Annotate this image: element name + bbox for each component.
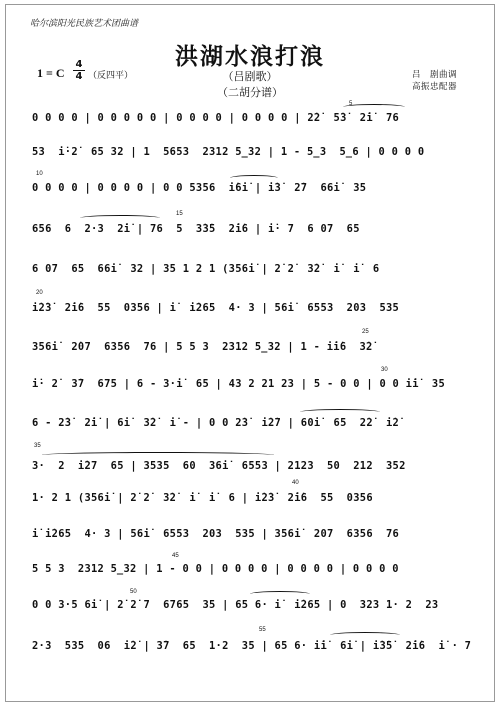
slur-arc [250, 591, 310, 597]
notation-row: 3· 2 i̇27 65 | 3535 60 36i̇ 6553 | 2123 50 212 352 [32, 460, 406, 472]
slur-arc [42, 452, 274, 458]
slur-arc [230, 175, 278, 181]
slur-arc [80, 215, 160, 221]
notation-row: 6 07 65 66i̇ 32 | 35 1 2 1 (356i̇ | 2̇ 2̇ 3̇2̇ i̇ i̇ 6 [32, 263, 380, 275]
measure-number: 20 [36, 290, 43, 296]
measure-number: 30 [381, 367, 388, 373]
time-signature-top: 4 [75, 59, 83, 70]
notation-row: 5 5 3 2312 5̲32 | 1 - 0 0 | 0 0 0 0 | 0 0 0 0 | 0 0 0 0 [32, 563, 399, 575]
key-signature: 1 = C [37, 66, 65, 80]
measure-number: 40 [292, 480, 299, 486]
notation-row: 1· 2 1 (356i̇ | 2̇ 2̇ 3̇2̇ i̇ i̇ 6 | i̇2̇3̇ 2̇i̇6 55 0356 [32, 492, 373, 504]
notation-row: 0 0 0 0 | 0 0 0 0 0 | 0 0 0 0 | 0 0 0 0 | 2̇2̇ 5̇3̇ 2̇i̇ 76 [32, 112, 400, 124]
measure-number: 45 [172, 553, 179, 559]
part-label: （二胡分谱） [217, 86, 283, 99]
opera-style-label: （吕剧歌） [222, 70, 278, 83]
measure-number: 10 [36, 171, 43, 177]
slur-arc [300, 409, 380, 415]
notation-row: 53 i̇·2̇ 65 32 | 1 5653 2312 5̲32 | 1 - 5̲3 5̲6 | 0 0 0 0 [32, 146, 425, 158]
measure-number: 50 [130, 589, 137, 595]
tuning-mode: （反四平） [88, 71, 134, 81]
measure-number: 55 [259, 627, 266, 633]
composer-credit: 吕 剧曲调 [412, 70, 458, 80]
notation-row: 0 0 3·5 6i̇ | 2̇ 2̇ 7 6765 35 | 65 6· i̇ i̇265 | 0 323 1· 2 23 [32, 599, 439, 611]
time-signature-bottom: 4 [75, 71, 83, 82]
publisher-label: 哈尔滨阳光民族艺术团曲谱 [30, 19, 139, 29]
measure-number: 25 [362, 329, 369, 335]
notation-row: i̇· 2̇ 3̇7 675 | 6 - 3·i̇ 65 | 43 2 21 23 | 5 - 0 0 | 0 0 i̇i̇ 35 [32, 378, 446, 390]
notation-row: i̇ i̇265 4· 3 | 56i̇ 6553 203 535 | 356i̇ 207 6356 76 [32, 528, 400, 540]
measure-number: 15 [176, 211, 183, 217]
notation-row: 6 - 2̇3̇ 2̇i̇ | 6i̇ 3̇2̇ i̇ - | 0 0 2̇3̇ i̇2̇7 | 60i̇ 65 2̇2̇ i̇2̇ [32, 417, 400, 429]
measure-number: 5 [349, 101, 353, 107]
slur-arc [330, 632, 400, 638]
slur-arc [343, 104, 405, 110]
notation-row: 356i̇ 2̇07 6356 76 | 5 5 3 2312 5̲32 | 1 - i̇i̇6 3̇2̇ [32, 341, 373, 353]
notation-row: 656 6 2·3 2̇i̇ | 76 5 3̇3̇5 2̇i̇6 | i̇· 7 6 07 65 [32, 223, 360, 235]
song-title: 洪湖水浪打浪 [175, 44, 325, 70]
measure-number: 35 [34, 443, 41, 449]
arranger-credit: 高振忠配器 [412, 82, 458, 92]
notation-row: 2·3 535 06 i̇2̇ | 3̇7 65 1·2 35 | 65 6· i̇i̇ 6i̇ | i̇3̇5̇ 2̇i̇6 i̇ · 7 [32, 640, 472, 652]
notation-row: i̇2̇3̇ 2̇i̇6 55 0356 | i̇ i̇265 4· 3 | 56i̇ 6553 203 535 [32, 302, 400, 314]
notation-row: 0 0 0 0 | 0 0 0 0 | 0 0 5356 i̇6i̇ | i̇3̇ 2̇7 66i̇ 35 [32, 182, 367, 194]
time-signature [73, 60, 85, 81]
